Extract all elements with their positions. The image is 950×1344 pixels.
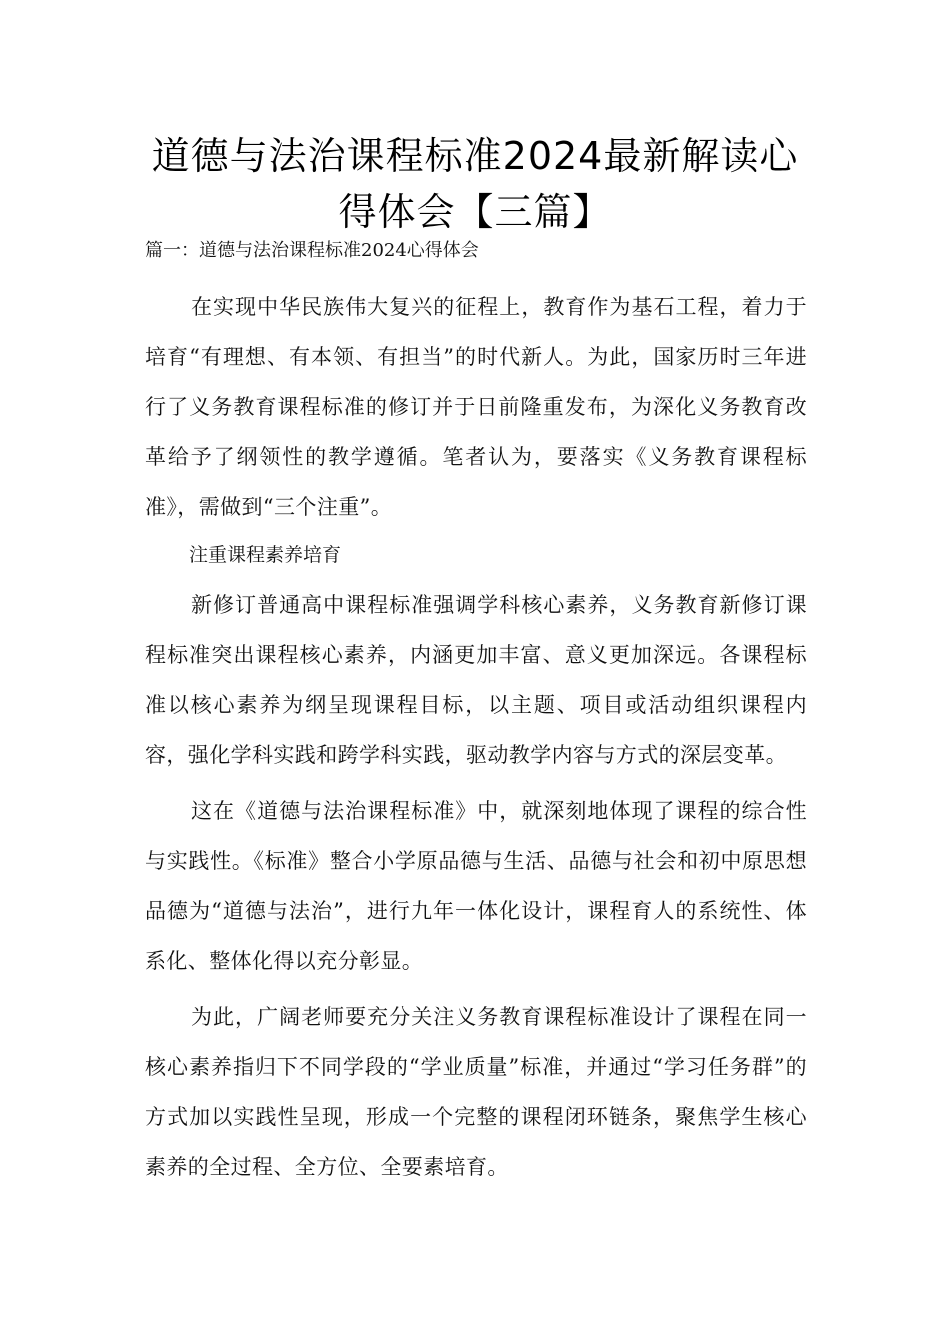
paragraph-core-literacy: 新修订普通高中课程标准强调学科核心素养，义务教育新修订课程标准突出课程核心素养，内涵更加丰富、意义更加深远。各课程标准以核心素养为纲呈现课程目标，以主题、项目或活动组织课程内容，强化学科实践和跨学科实践，驱动教学内容与方式的深层变革。	[145, 593, 807, 767]
subsection-heading: 注重课程素养培育	[189, 544, 342, 566]
paragraph-teachers: 为此，广阔老师要充分关注义务教育课程标准设计了课程在同一核心素养指归下不同学段的“学业质量”标准，并通过“学习任务群”的方式加以实践性呈现，形成一个完整的课程闭环链条，聚焦学生核心素养的全过程、全方位、全要素培育。	[145, 1005, 807, 1179]
document-title	[120, 128, 830, 240]
paragraph-standard: 这在《道德与法治课程标准》中，就深刻地体现了课程的综合性与实践性。《标准》整合小学原品德与生活、品德与社会和初中原思想品德为“道德与法治”，进行九年一体化设计，课程育人的系统性、体系化、整体化得以充分彰显。	[145, 799, 807, 973]
section-heading: 篇一：道德与法治课程标准2024心得体会	[145, 240, 479, 261]
paragraph-intro: 在实现中华民族伟大复兴的征程上，教育作为基石工程，着力于培育“有理想、有本领、有担当”的时代新人。为此，国家历时三年进行了义务教育课程标准的修订并于日前隆重发布，为深化义务教育改革给予了纲领性的教学遵循。笔者认为，要落实《义务教育课程标准》，需做到“三个注重”。	[145, 295, 807, 519]
title-line-1: 道德与法治课程标准2024最新解读心	[151, 134, 799, 178]
document-body	[145, 238, 807, 1192]
title-line-2: 得体会【三篇】	[338, 190, 612, 234]
